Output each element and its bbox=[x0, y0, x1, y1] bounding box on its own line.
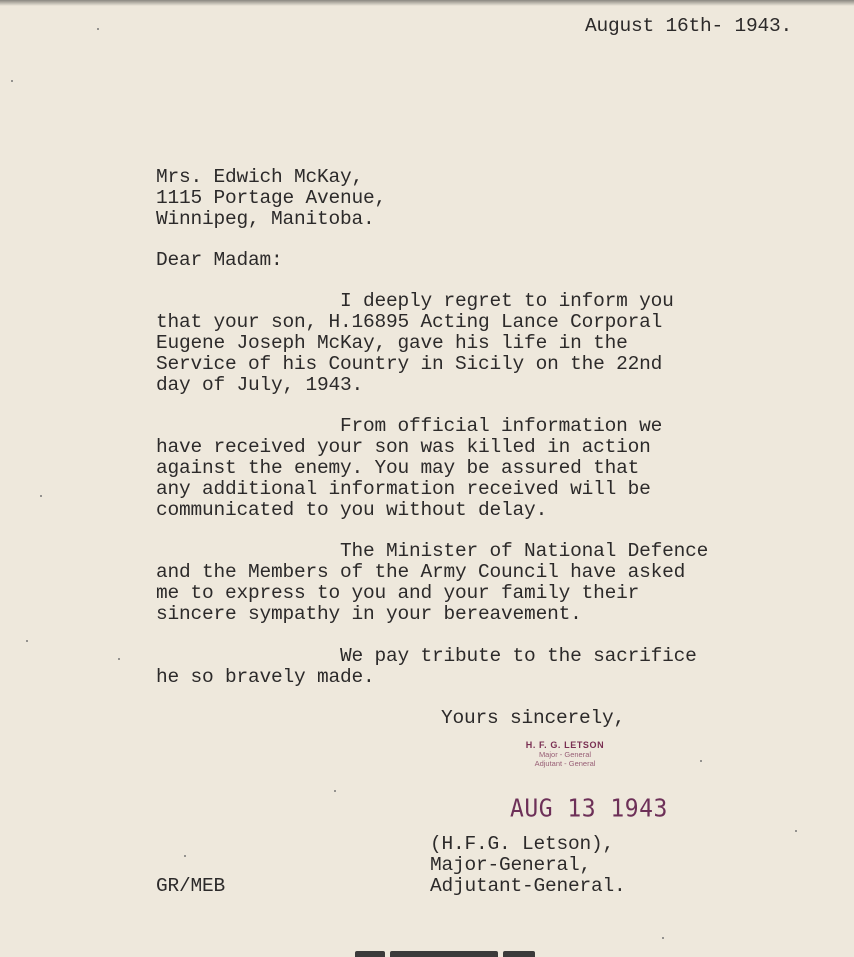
letter-date: August 16th- 1943. bbox=[585, 15, 793, 37]
paper-speck bbox=[795, 830, 797, 832]
paper-speck bbox=[97, 28, 99, 30]
signatory-rank: Major-General, bbox=[430, 854, 592, 876]
signature-stamp-title: Adjutant - General bbox=[534, 759, 596, 768]
signature-stamp bbox=[470, 738, 660, 782]
signatory-title: Adjutant-General. bbox=[430, 875, 626, 897]
paper-speck bbox=[184, 855, 186, 857]
paper-speck bbox=[40, 495, 42, 497]
paper-speck bbox=[11, 80, 13, 82]
paper-speck bbox=[26, 640, 28, 642]
signature-stamp-rank: Major - General bbox=[538, 750, 592, 759]
viewer-edge-piece bbox=[503, 951, 535, 957]
paper-speck bbox=[334, 790, 336, 792]
paper-speck bbox=[118, 658, 120, 660]
viewer-edge-piece bbox=[390, 951, 498, 957]
paper-speck bbox=[700, 760, 702, 762]
scan-edge-shadow bbox=[0, 0, 854, 6]
reference-initials: GR/MEB bbox=[156, 875, 226, 897]
recipient-street: 1115 Portage Avenue, bbox=[156, 187, 387, 209]
viewer-edge-piece bbox=[355, 951, 385, 957]
salutation: Dear Madam: bbox=[156, 249, 283, 271]
viewer-bottom-edge bbox=[355, 951, 535, 957]
signature-stamp-name: H. F. G. LETSON bbox=[525, 740, 605, 750]
recipient-city: Winnipeg, Manitoba. bbox=[156, 208, 375, 230]
received-date-stamp: AUG 13 1943 bbox=[510, 794, 668, 824]
signatory-block bbox=[430, 834, 626, 897]
signatory-name: (H.F.G. Letson), bbox=[430, 833, 615, 855]
body-paragraph: From official information we have received your son was killed in action against the enemy. You may be assured that any additional information received will be communicated to you without delay. bbox=[156, 415, 663, 521]
closing: Yours sincerely, bbox=[441, 707, 626, 729]
body-paragraph: I deeply regret to inform you that your son, H.16895 Acting Lance Corporal Eugene Joseph McKay, gave his life in the Service of his Country in Sicily on the 22nd day of July, 1943. bbox=[156, 290, 674, 396]
body-paragraph: The Minister of National Defence and the Members of the Army Council have asked me to express to you and your family their sincere sympathy in your bereavement. bbox=[156, 540, 709, 625]
recipient-name: Mrs. Edwich McKay, bbox=[156, 166, 364, 188]
recipient-address bbox=[156, 167, 386, 230]
body-paragraph: We pay tribute to the sacrifice he so bravely made. bbox=[156, 645, 697, 688]
paper-speck bbox=[662, 937, 664, 939]
